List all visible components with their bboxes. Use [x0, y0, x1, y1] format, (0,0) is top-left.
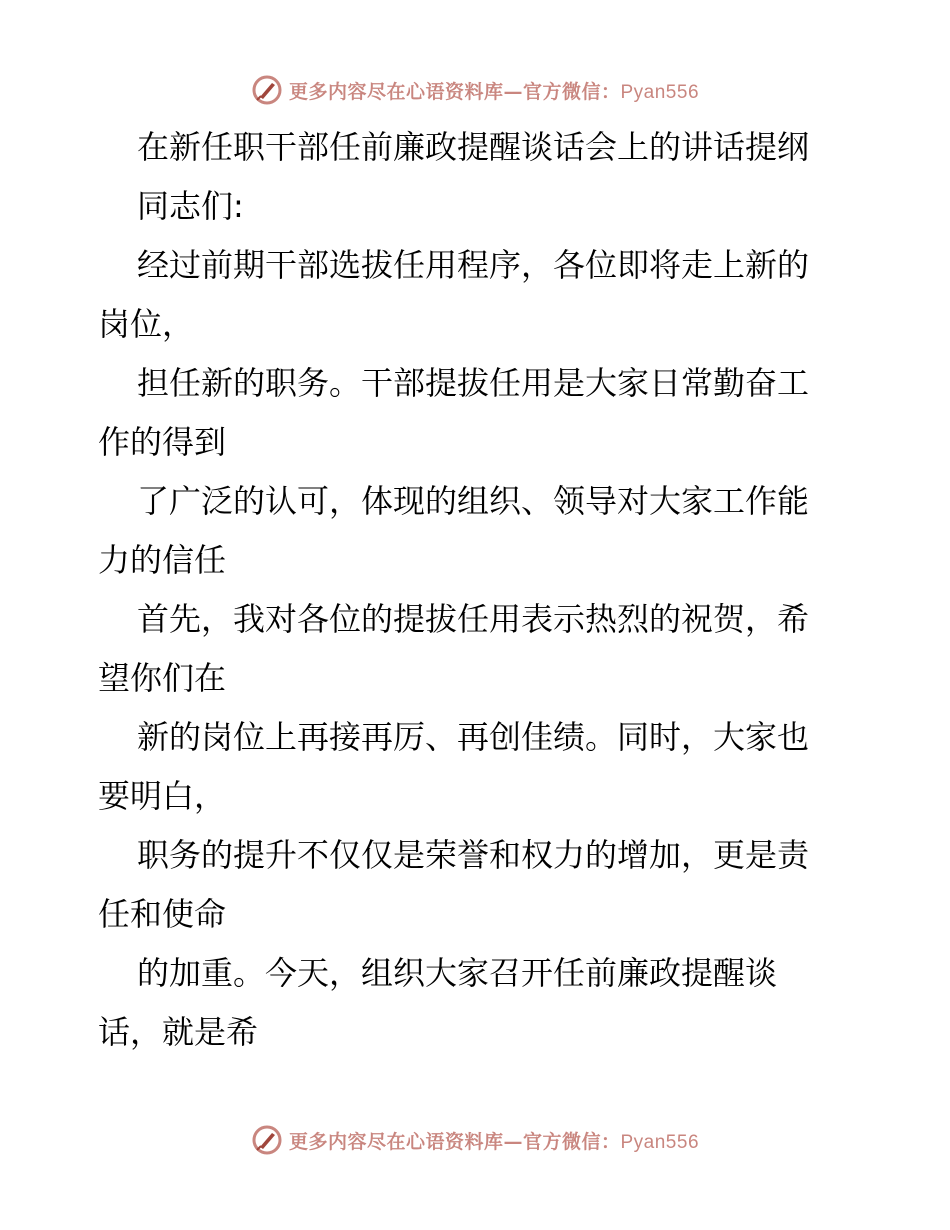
banner-text: 更多内容尽在心语资料库—官方微信：Pyan556: [288, 80, 700, 103]
salutation: 同志们:: [137, 187, 244, 225]
paragraph-line-wrap: 望你们在: [98, 659, 227, 697]
paragraph-line-wrap: 任和使命: [98, 895, 227, 933]
paragraph-line: 的加重。今天，组织大家召开任前廉政提醒谈: [137, 954, 778, 992]
paragraph-line-wrap: 作的得到: [98, 423, 227, 461]
paragraph-line: 了广泛的认可，体现的组织、领导对大家工作能: [137, 482, 810, 520]
document-body: [98, 118, 858, 1062]
paragraph-line-wrap: 岗位，: [98, 305, 195, 343]
feather-pen-logo-icon: [251, 1124, 283, 1156]
wechat-id: Pyan556: [620, 1131, 700, 1153]
paragraph-line: 担任新的职务。干部提拔任用是大家日常勤奋工: [137, 364, 810, 402]
paragraph-line-wrap: 话，就是希: [98, 1013, 259, 1051]
paragraph-line: 新的岗位上再接再厉、再创佳绩。同时，大家也: [137, 718, 810, 756]
paragraph-line: 首先，我对各位的提拔任用表示热烈的祝贺，希: [137, 600, 810, 638]
paragraph-line: 职务的提升不仅仅是荣誉和权力的增加，更是责: [137, 836, 810, 874]
wechat-id: Pyan556: [620, 81, 700, 103]
feather-pen-logo-icon: [251, 74, 283, 106]
header-banner: [0, 70, 950, 110]
paragraph-line: 经过前期干部选拔任用程序，各位即将走上新的: [137, 246, 810, 284]
banner-text: 更多内容尽在心语资料库—官方微信：Pyan556: [288, 1130, 700, 1153]
paragraph-line-wrap: 要明白，: [98, 777, 227, 815]
document-title: 在新任职干部任前廉政提醒谈话会上的讲话提纲: [137, 128, 810, 166]
footer-banner: [0, 1120, 950, 1160]
paragraph-line-wrap: 力的信任: [98, 541, 227, 579]
